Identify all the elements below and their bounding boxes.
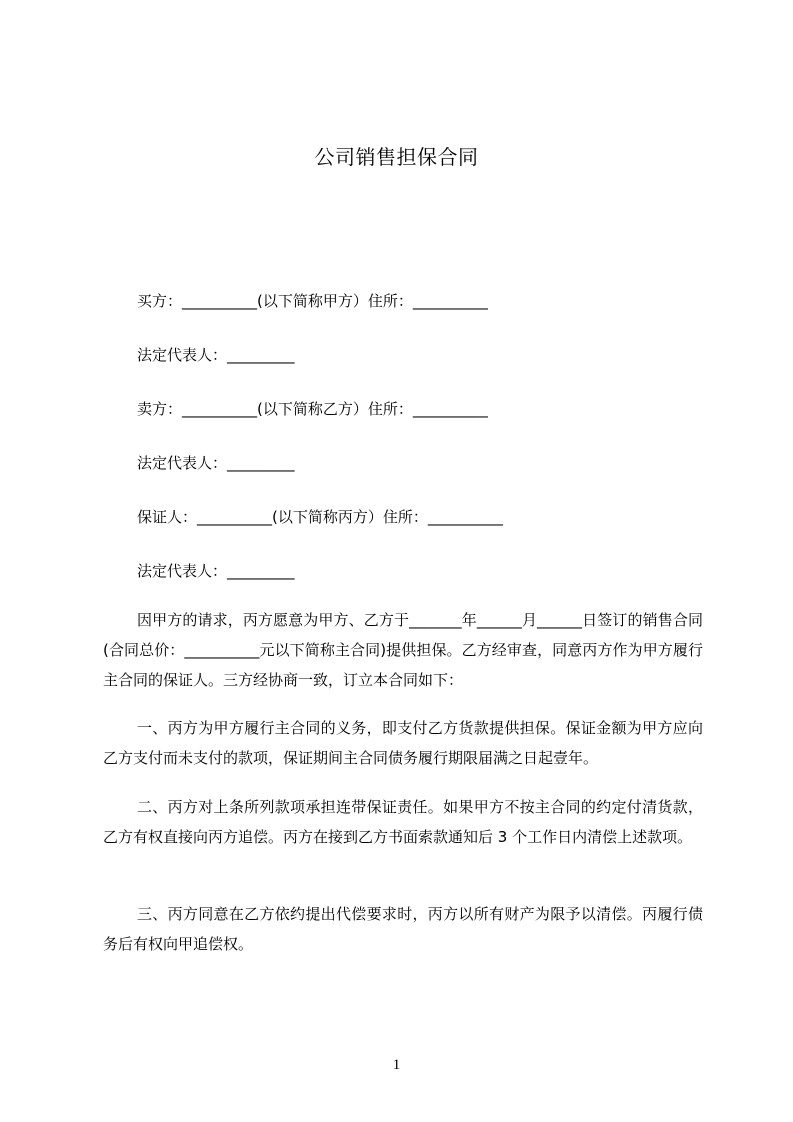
buyer-line: 买方：__________(以下简称甲方）住所：__________ xyxy=(137,292,488,310)
guarantor-line: 保证人：__________(以下简称丙方）住所：__________ xyxy=(137,508,503,526)
clause-1-paragraph: 一、丙方为甲方履行主合同的义务，即支付乙方货款提供担保。保证金额为甲方应向乙方支付而未支付的款项，保证期间主合同债务履行期限届满之日起壹年。 xyxy=(103,719,703,767)
clause-2-paragraph: 二、丙方对上条所列款项承担连带保证责任。如果甲方不按主合同的约定付清货款，乙方有权直接向丙方追偿。丙方在接到乙方书面索款通知后 3 个工作日内清偿上述款项。 xyxy=(103,798,703,846)
page-number: 1 xyxy=(392,1057,401,1073)
preamble-paragraph: 因甲方的请求，丙方愿意为甲方、乙方于_______年______月______日签订的销售合同(合同总价：__________元以下简称主合同)提供担保。乙方经审查，同意丙方作为甲方履行主合同的保证人。三方经协商一致，订立本合同如下： xyxy=(103,611,703,689)
seller-line: 卖方：__________(以下简称乙方）住所：__________ xyxy=(137,400,488,418)
buyer-legal-rep-line: 法定代表人：_________ xyxy=(137,346,295,364)
guarantor-legal-rep-line: 法定代表人：_________ xyxy=(137,562,295,580)
document-title: 公司销售担保合同 xyxy=(314,145,479,169)
clause-3-paragraph: 三、丙方同意在乙方依约提出代偿要求时，丙方以所有财产为限予以清偿。丙履行债务后有权向甲追偿权。 xyxy=(103,905,703,953)
seller-legal-rep-line: 法定代表人：_________ xyxy=(137,454,295,472)
